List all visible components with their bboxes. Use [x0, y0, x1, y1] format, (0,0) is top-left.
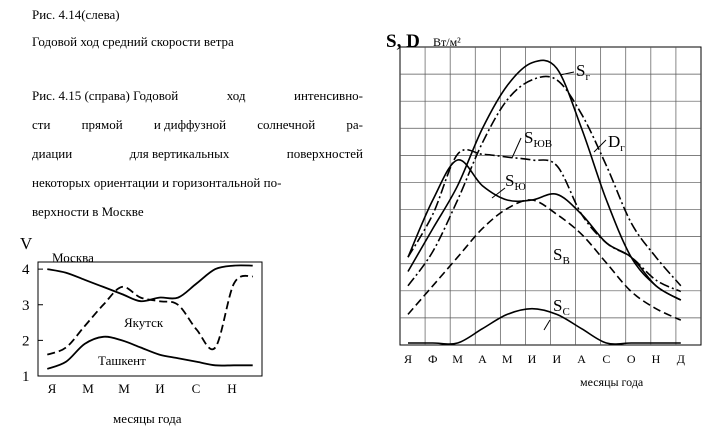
right-series-5 [408, 309, 681, 344]
label-s-yu: $S_Ю$ [505, 171, 526, 193]
right-title: S, D [386, 31, 420, 52]
left-ytick-label: 3 [22, 297, 30, 314]
right-series-3 [408, 160, 681, 300]
left-series-0 [47, 265, 252, 301]
left-xtick-label: С [191, 381, 201, 396]
right-xtick-label: Я [403, 352, 413, 366]
caption-word: для вертикальных [129, 146, 230, 161]
leader-s-g [560, 72, 574, 75]
right-xtick-label: И [552, 352, 562, 366]
label-s-yuv: $S_{ЮВ}$ [524, 128, 553, 150]
caption-word: интенсивно- [294, 88, 363, 103]
left-series-2 [47, 337, 252, 369]
leader-s-s [544, 320, 550, 330]
caption-word: поверхностей [286, 146, 363, 161]
right-xtick-label: Н [651, 352, 661, 366]
city-moscow-label: Москва [52, 250, 94, 265]
right-xtick-label: Д [676, 352, 685, 366]
caption-word: диации [32, 146, 73, 161]
left-ytick-label: 2 [22, 333, 30, 350]
right-xtick-label: А [478, 352, 487, 366]
label-s-g: $S_г$ [576, 61, 590, 83]
right-chart [400, 47, 701, 366]
left-xtick-label: Я [47, 381, 57, 396]
right-xtick-label: А [577, 352, 586, 366]
caption-word: прямой [81, 117, 123, 132]
left-ytick-label: 1 [22, 369, 30, 385]
left-xtick-label: М [118, 381, 130, 396]
right-series-1 [408, 76, 681, 285]
city-tashkent-label: Ташкент [98, 353, 146, 368]
label-s-s: $S_С$ [553, 296, 570, 318]
right-xtick-label: И [527, 352, 537, 366]
caption-word: Рис. 4.15 (справа) Годовой [32, 88, 179, 103]
caption-word: солнечной [257, 117, 316, 132]
left-xtick-label: М [82, 381, 94, 396]
caption-word: ход [226, 88, 246, 103]
right-xtick-label: М [452, 352, 463, 366]
caption-word: ра- [346, 117, 363, 132]
series-labels [505, 61, 625, 318]
caption-word: некоторых ориентации и горизонтальной по- [32, 175, 282, 190]
left-ytick-label: 4 [22, 262, 30, 279]
caption-word: сти [32, 117, 51, 132]
left-ylabel: V [20, 234, 33, 253]
left-xtick-label: Н [227, 381, 237, 396]
label-d-g: $D_г$ [608, 132, 625, 154]
leader-s-yuv [512, 138, 521, 158]
city-yakutsk-label: Якутск [124, 315, 164, 330]
right-xtick-label: О [626, 352, 636, 366]
caption-word: верхности в Москве [32, 204, 144, 219]
figure-4-14-caption: Годовой ход средний скорости ветра [32, 34, 234, 49]
right-xlabel: месяцы года [580, 375, 644, 389]
figure-4-14-label: Рис. 4.14(слева) [32, 7, 120, 22]
right-xtick-label: Ф [428, 352, 438, 366]
left-xtick-label: И [155, 381, 165, 396]
label-s-v: $S_В$ [553, 245, 570, 267]
right-xtick-label: М [501, 352, 513, 366]
right-unit: Вт/м² [433, 35, 461, 49]
caption-word: и диффузной [153, 117, 227, 132]
right-xtick-label: С [602, 352, 611, 366]
left-xlabel: месяцы года [113, 411, 182, 426]
